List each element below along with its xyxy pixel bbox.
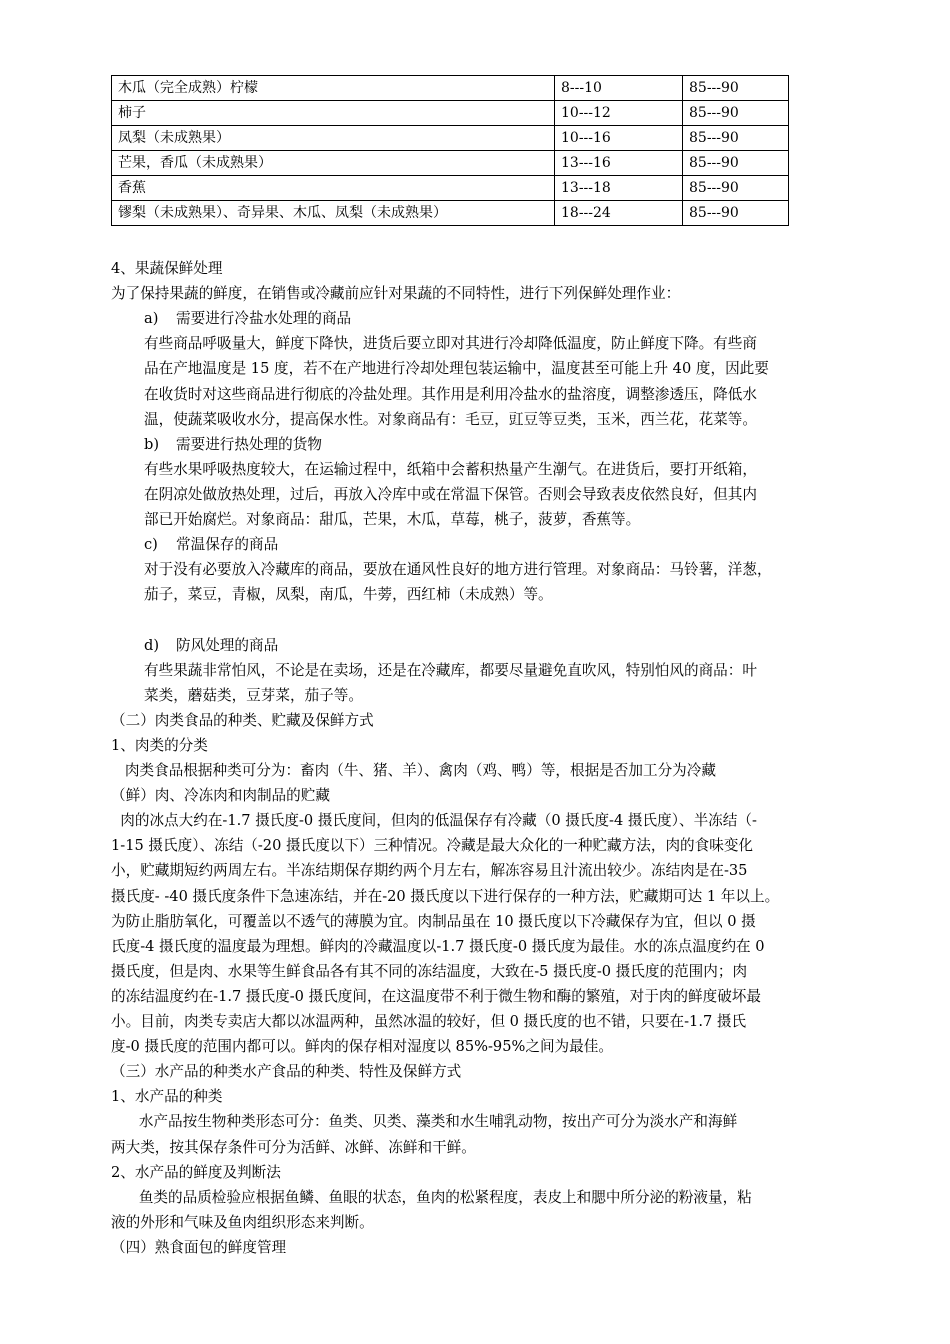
text-line: 肉的冰点大约在-1.7 摄氏度-0 摄氏度间，但肉的低温保存有冷藏（0 摄氏度-4 摄氏度）、半冻结（- <box>111 812 757 830</box>
table-row <box>112 151 789 176</box>
text-line: 温，使蔬菜吸收水分，提高保水性。对象商品有：毛豆，豇豆等豆类，玉米，西兰花，花菜等。 <box>144 410 757 428</box>
text-line: 鱼类的品质检验应根据鱼鳞、鱼眼的状态，鱼肉的松紧程度，表皮上和腮中所分泌的粉液量，粘 <box>111 1188 752 1206</box>
text-line: 小。目前，肉类专卖店大都以冰温两种，虽然冰温的较好，但 0 摄氏度的也不错，只要在-1.7 摄氏 <box>111 1013 747 1030</box>
text-line: 1-15 摄氏度）、冻结（-20 摄氏度以下）三种情况。冷藏是最大众化的一种贮藏方法，肉的食味变化 <box>111 837 754 855</box>
table-cell: 镠梨（未成熟果）、奇异果、木瓜、凤梨（未成熟果） <box>112 201 555 226</box>
text-line: 2、水产品的鲜度及判断法 <box>111 1163 281 1181</box>
table-cell: 13---16 <box>555 151 683 176</box>
table-cell: 13---18 <box>555 176 683 201</box>
table-cell: 10---16 <box>555 126 683 151</box>
table-cell: 85---90 <box>683 201 789 226</box>
table-cell: 凤梨（未成熟果） <box>112 126 555 151</box>
text-line: 度-0 摄氏度的范围内都可以。鲜肉的保存相对湿度以 85%-95%之间为最佳。 <box>111 1038 613 1056</box>
text-line: 肉类食品根据种类可分为：畜肉（牛、猪、羊）、禽肉（鸡、鸭）等，根据是否加工分为冷藏 <box>111 762 716 779</box>
list-item-heading: 需要进行冷盐水处理的商品 <box>176 310 352 328</box>
text-line: 在收货时对这些商品进行彻底的冷盐处理。其作用是利用冷盐水的盐溶度，调整渗透压，降低水 <box>144 385 757 403</box>
text-line: 液的外形和气味及鱼肉组织形态来判断。 <box>111 1213 374 1231</box>
text-line: 小，贮藏期短约两周左右。半冻结期保存期约两个月左右，解冻容易且汁流出较少。冻结肉是在-35 <box>111 862 748 880</box>
list-item-heading: 常温保存的商品 <box>176 536 279 554</box>
text-line: 有些商品呼吸量大，鲜度下降快，进货后要立即对其进行冷却降低温度，防止鲜度下降。有些商 <box>144 335 757 353</box>
text-line: 品在产地温度是 15 度，若不在产地进行冷却处理包装运输中，温度甚至可能上升 40 度，因此要 <box>144 360 769 378</box>
text-line: （三）水产品的种类水产食品的种类、特性及保鲜方式 <box>111 1063 462 1081</box>
list-item-marker: d) <box>144 636 160 654</box>
text-line: 菜类，蘑菇类，豆芽菜，茄子等。 <box>144 686 363 704</box>
text-line: 为了保持果蔬的鲜度，在销售或冷藏前应针对果蔬的不同特性，进行下列保鲜处理作业： <box>111 285 681 303</box>
text-line: 部已开始腐烂。对象商品：甜瓜，芒果，木瓜，草莓，桃子，菠萝，香蕉等。 <box>144 511 641 528</box>
text-line: 对于没有必要放入冷藏库的商品，要放在通风性良好的地方进行管理。对象商品：马铃薯，洋葱， <box>144 561 772 579</box>
table-cell: 85---90 <box>683 176 789 201</box>
list-item-marker: a) <box>144 310 159 328</box>
text-line: 4、果蔬保鲜处理 <box>111 260 223 277</box>
text-line: （四）熟食面包的鲜度管理 <box>111 1238 287 1256</box>
list-item-heading: 需要进行热处理的货物 <box>176 435 322 453</box>
text-line: 1、水产品的种类 <box>111 1088 223 1106</box>
list-item-heading: 防风处理的商品 <box>176 636 279 654</box>
text-line: 为防止脂肪氧化，可覆盖以不透气的薄膜为宜。肉制品虽在 10 摄氏度以下冷藏保存为宜，但以 0 摄 <box>111 912 756 930</box>
table-row <box>112 76 789 101</box>
text-line: 摄氏度- -40 摄氏度条件下急速冻结，并在-20 摄氏度以下进行保存的一种方法，贮藏期可达 1 年以上。 <box>111 887 780 905</box>
text-line: 的冻结温度约在-1.7 摄氏度-0 摄氏度间，在这温度带不利于微生物和酶的繁殖，对于肉的鲜度破坏最 <box>111 987 761 1005</box>
text-line: 两大类，按其保存条件可分为活鲜、冰鲜、冻鲜和干鲜。 <box>111 1138 476 1156</box>
table-cell: 香蕉 <box>112 176 555 201</box>
text-line: （鲜）肉、冷冻肉和肉制品的贮藏 <box>111 787 330 805</box>
table-cell: 85---90 <box>683 101 789 126</box>
table-cell: 柿子 <box>112 101 555 126</box>
table-cell: 85---90 <box>683 76 789 101</box>
text-line: 1、肉类的分类 <box>111 736 208 754</box>
text-line: 在阴凉处做放热处理，过后，再放入冷库中或在常温下保管。否则会导致表皮依然良好，但其内 <box>144 485 757 503</box>
table-row <box>112 126 789 151</box>
table-row <box>112 101 789 126</box>
table-cell: 木瓜（完全成熟）柠檬 <box>112 76 555 101</box>
text-line: 氏度-4 摄氏度的温度最为理想。鲜肉的冷藏温度以-1.7 摄氏度-0 摄氏度为最佳。水的冻点温度约在 0 <box>111 937 765 955</box>
list-item-marker: b) <box>144 435 160 453</box>
text-line: 有些水果呼吸热度较大，在运输过程中，纸箱中会蓄积热量产生潮气。在进货后，要打开纸箱， <box>144 460 757 478</box>
text-line: （二）肉类食品的种类、贮藏及保鲜方式 <box>111 711 374 729</box>
table-cell: 85---90 <box>683 151 789 176</box>
text-line: 有些果蔬非常怕风，不论是在卖场，还是在冷藏库，都要尽量避免直吹风，特别怕风的商品：叶 <box>144 661 757 679</box>
text-line: 摄氏度，但是肉、水果等生鲜食品各有其不同的冻结温度，大致在-5 摄氏度-0 摄氏度的范围内；肉 <box>111 962 748 980</box>
table-cell: 8---10 <box>555 76 683 101</box>
table-row <box>112 201 789 226</box>
table-cell: 18---24 <box>555 201 683 226</box>
table-cell: 芒果，香瓜（未成熟果） <box>112 151 555 176</box>
table-row <box>112 176 789 201</box>
table-cell: 85---90 <box>683 126 789 151</box>
text-line: 水产品按生物种类形态可分：鱼类、贝类、藻类和水生哺乳动物，按出产可分为淡水产和海鲜 <box>111 1113 738 1131</box>
table-cell: 10---12 <box>555 101 683 126</box>
list-item-marker: c) <box>144 536 158 554</box>
text-line: 茄子，菜豆，青椒，凤梨，南瓜，牛蒡，西红柿（未成熟）等。 <box>144 586 553 604</box>
fruit-storage-table <box>111 75 789 226</box>
